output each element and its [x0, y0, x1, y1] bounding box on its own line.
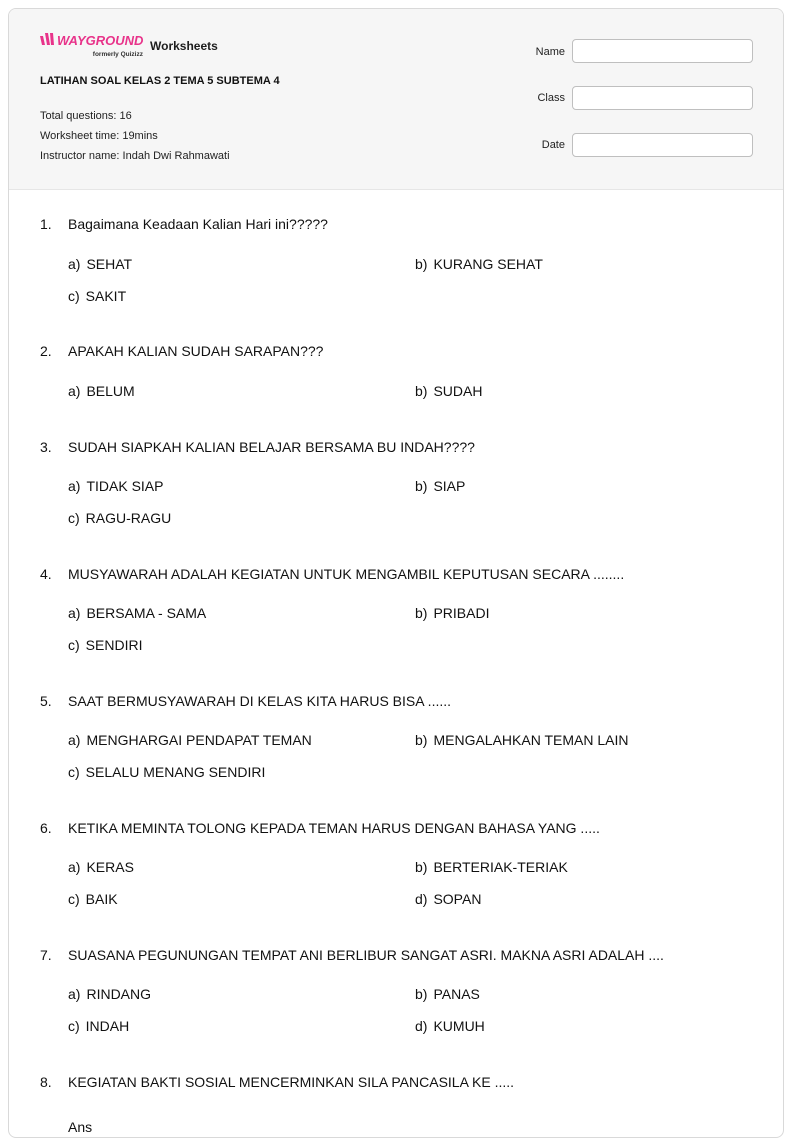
- option-a: a) KERAS: [68, 859, 134, 875]
- question-text: KEGIATAN BAKTI SOSIAL MENCERMINKAN SILA PANCASILA KE .....: [68, 1074, 515, 1090]
- total-questions: Total questions: 16: [40, 110, 132, 122]
- question-text: KETIKA MEMINTA TOLONG KEPADA TEMAN HARUS DENGAN BAHASA YANG .....: [68, 820, 600, 836]
- option-a: a) BERSAMA - SAMA: [68, 605, 207, 621]
- option-c: c) BAIK: [68, 891, 118, 907]
- date-label: Date: [541, 139, 565, 151]
- class-field[interactable]: [572, 86, 753, 110]
- option-c: c) SENDIRI: [68, 637, 143, 653]
- worksheet-title: LATIHAN SOAL KELAS 2 TEMA 5 SUBTEMA 4: [40, 75, 280, 87]
- question-number: 6.: [40, 820, 52, 836]
- question-text: Bagaimana Keadaan Kalian Hari ini?????: [68, 216, 328, 232]
- option-d: d) SOPAN: [415, 891, 482, 907]
- date-field[interactable]: [572, 133, 753, 157]
- option-a: a) BELUM: [68, 383, 135, 399]
- product-label: Worksheets: [150, 39, 218, 53]
- option-a: a) SEHAT: [68, 256, 133, 272]
- option-b: b) PANAS: [415, 986, 480, 1002]
- svg-text:formerly Quizizz: formerly Quizizz: [92, 51, 143, 58]
- option-d: d) KUMUH: [415, 1018, 485, 1034]
- question-number: 7.: [40, 947, 52, 963]
- question-number: 2.: [40, 343, 52, 359]
- question-number: 5.: [40, 693, 52, 709]
- option-a: a) RINDANG: [68, 986, 152, 1002]
- question-number: 8.: [40, 1074, 52, 1090]
- option-b: b) MENGALAHKAN TEMAN LAIN: [415, 732, 629, 748]
- option-a: a) TIDAK SIAP: [68, 478, 164, 494]
- question-text: APAKAH KALIAN SUDAH SARAPAN???: [68, 343, 324, 359]
- question-text: MUSYAWARAH ADALAH KEGIATAN UNTUK MENGAMBIL KEPUTUSAN SECARA ........: [68, 566, 625, 582]
- option-b: b) SUDAH: [415, 383, 483, 399]
- option-c: c) RAGU-RAGU: [68, 510, 172, 526]
- wayground-logo: [40, 32, 144, 58]
- worksheet-time: Worksheet time: 19mins: [40, 130, 158, 142]
- question-text: SUASANA PEGUNUNGAN TEMPAT ANI BERLIBUR SANGAT ASRI. MAKNA ASRI ADALAH ....: [68, 947, 664, 963]
- svg-text:WAYGROUND: WAYGROUND: [57, 33, 144, 48]
- instructor-name: Instructor name: Indah Dwi Rahmawati: [40, 150, 230, 162]
- option-b: b) PRIBADI: [415, 605, 490, 621]
- class-label: Class: [537, 92, 565, 104]
- question-text: SUDAH SIAPKAH KALIAN BELAJAR BERSAMA BU INDAH????: [68, 439, 475, 455]
- option-b: b) SIAP: [415, 478, 466, 494]
- name-field[interactable]: [572, 39, 753, 63]
- option-c: c) SELALU MENANG SENDIRI: [68, 764, 266, 780]
- option-b: b) KURANG SEHAT: [415, 256, 543, 272]
- option-c: c) SAKIT: [68, 288, 127, 304]
- question-number: 1.: [40, 216, 52, 232]
- worksheet-page: [8, 8, 784, 1138]
- option-c: c) INDAH: [68, 1018, 130, 1034]
- option-b: b) BERTERIAK-TERIAK: [415, 859, 568, 875]
- question-number: 3.: [40, 439, 52, 455]
- option-a: a) MENGHARGAI PENDAPAT TEMAN: [68, 732, 312, 748]
- worksheet-header: [9, 9, 783, 190]
- question-number: 4.: [40, 566, 52, 582]
- question-text: SAAT BERMUSYAWARAH DI KELAS KITA HARUS BISA ......: [68, 693, 452, 709]
- brand: [40, 32, 218, 58]
- name-label: Name: [535, 46, 565, 58]
- answer-label: Ans: [68, 1119, 93, 1135]
